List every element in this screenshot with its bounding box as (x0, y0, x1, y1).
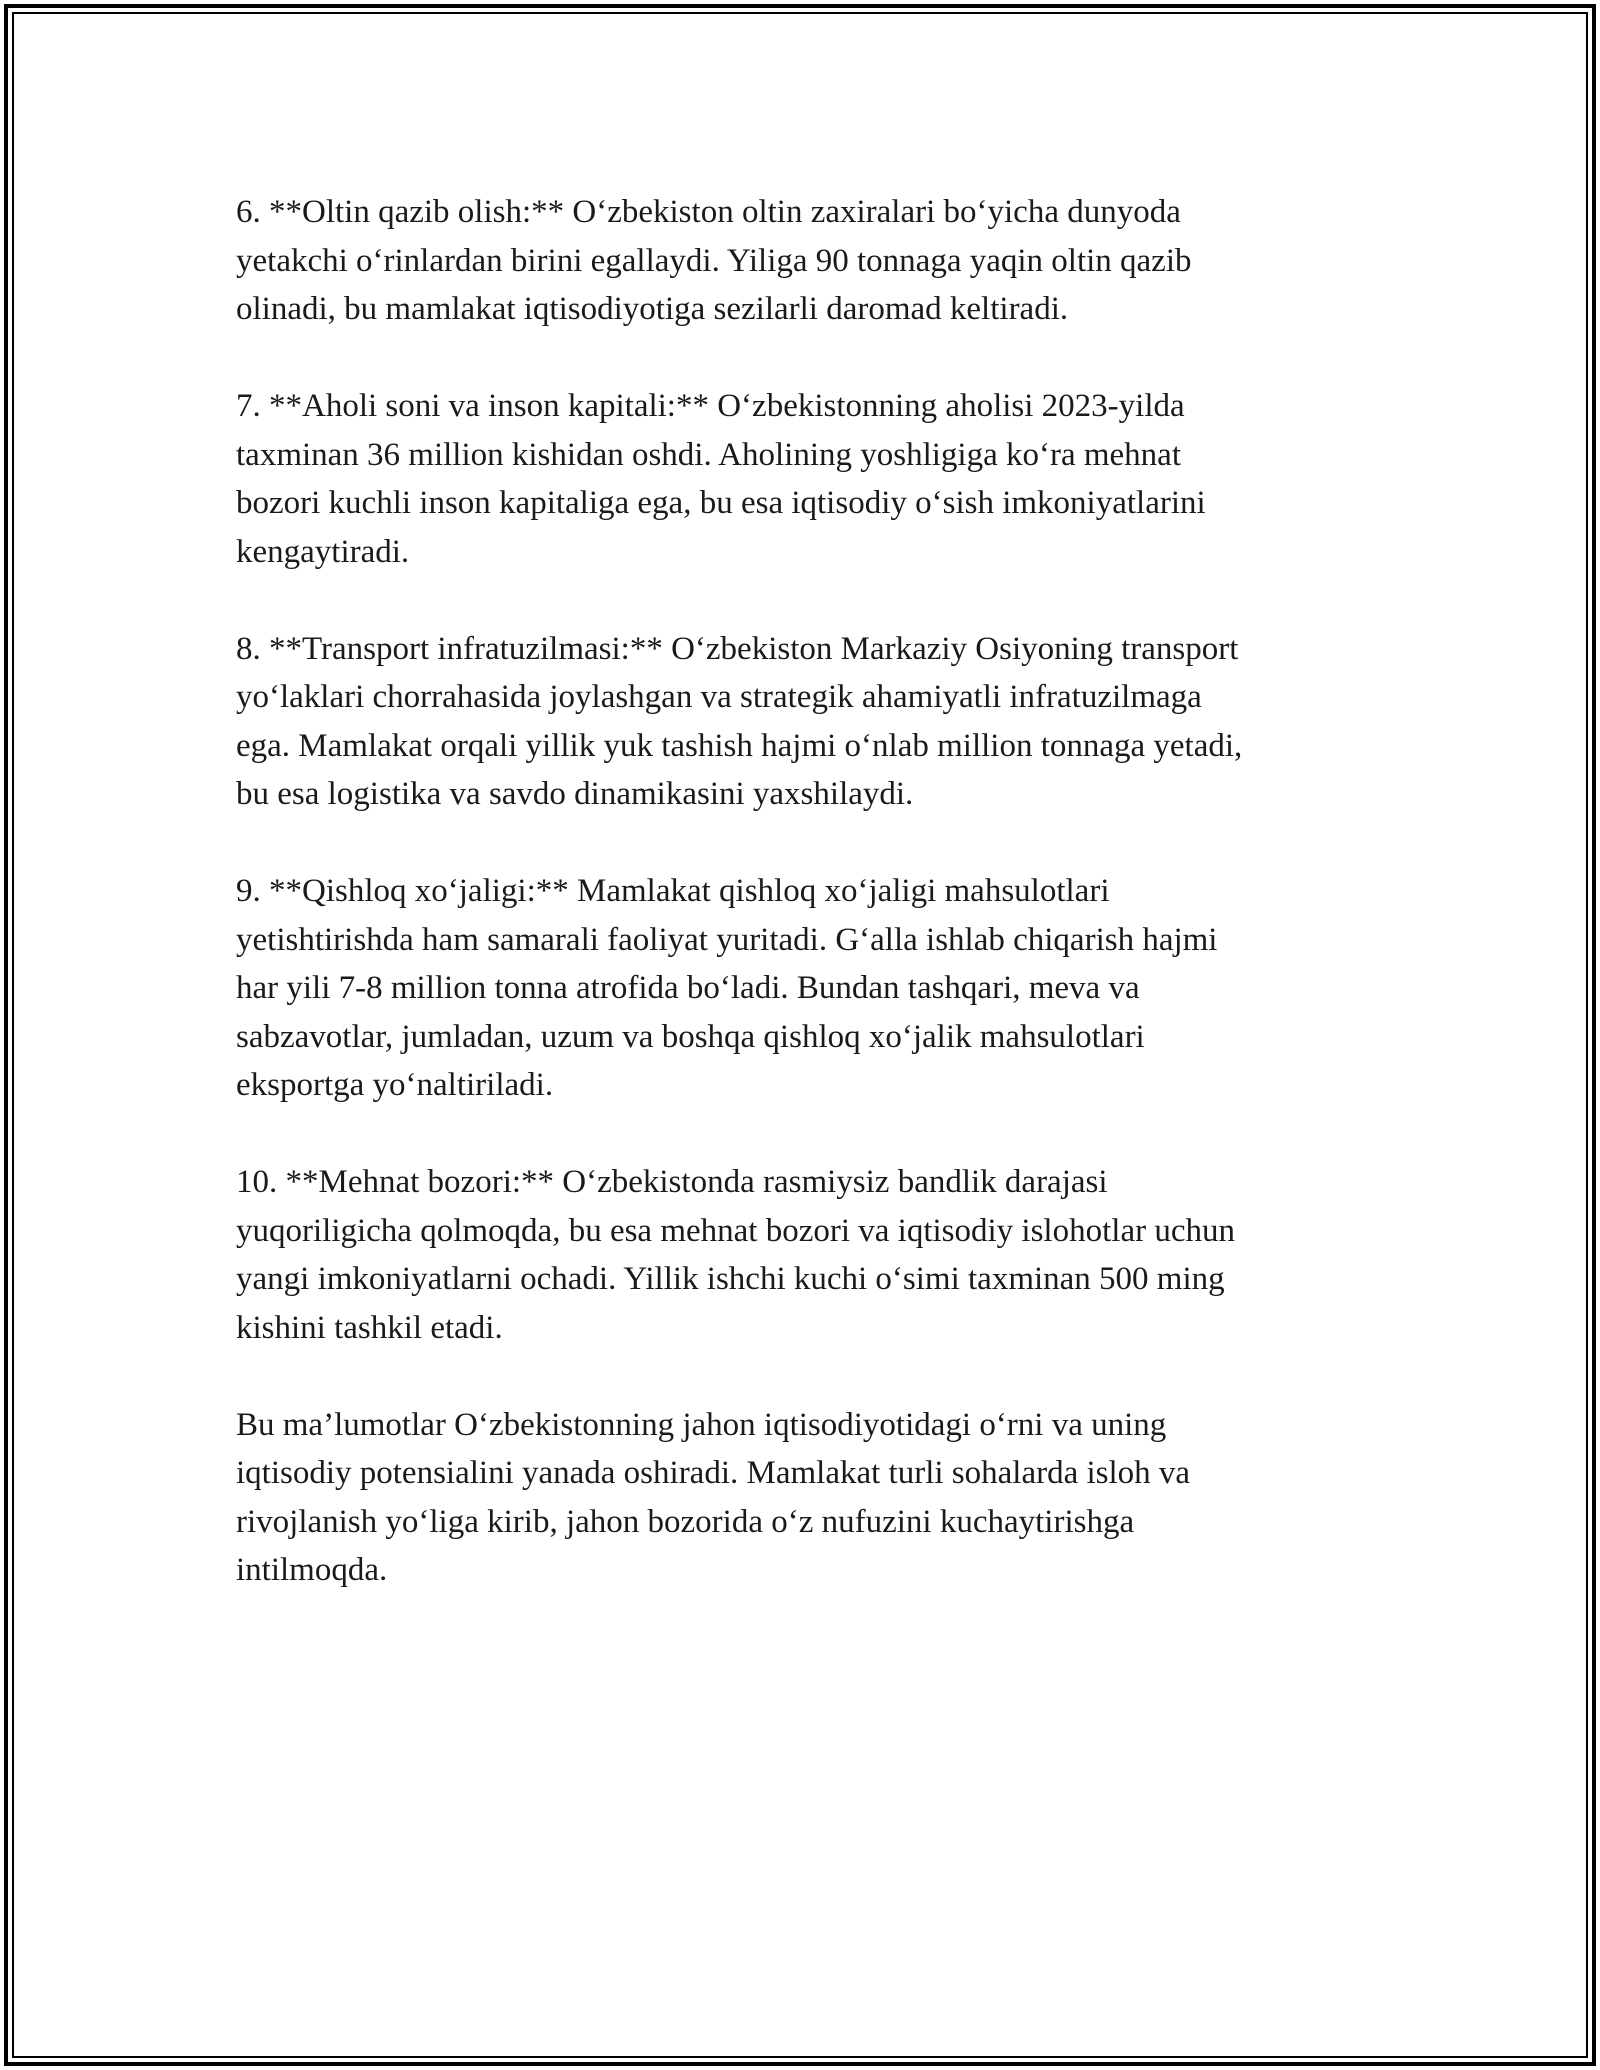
text-line: bu esa logistika va savdo dinamikasini yaxshilaydi. (236, 776, 914, 812)
text-line: olinadi, bu mamlakat iqtisodiyotiga sezilarli daromad keltiradi. (236, 291, 1069, 327)
text-line: yetishtirishda ham samarali faoliyat yuritadi. G‘alla ishlab chiqarish hajmi (236, 921, 1218, 958)
text-line: 10. **Mehnat bozori:** O‘zbekistonda rasmiysiz bandlik darajasi (236, 1164, 1108, 1200)
text-line: Bu ma’lumotlar O‘zbekistonning jahon iqtisodiyotidagi o‘rni va uning (236, 1406, 1167, 1443)
text-line: 8. **Transport infratuzilmasi:** O‘zbekiston Markaziy Osiyoning transport (236, 630, 1239, 667)
text-line: 9. **Qishloq xo‘jaligi:** Mamlakat qishloq xo‘jaligi mahsulotlari (236, 873, 1110, 909)
text-line: har yili 7-8 million tonna atrofida bo‘ladi. Bundan tashqari, meva va (236, 970, 1140, 1006)
text-line: 7. **Aholi soni va inson kapitali:** O‘zbekistonning aholisi 2023-yilda (236, 388, 1185, 424)
text-line: taxminan 36 million kishidan oshdi. Aholining yoshligiga ko‘ra mehnat (236, 436, 1181, 473)
text-line: iqtisodiy potensialini yanada oshiradi. Mamlakat turli sohalarda isloh va (236, 1455, 1191, 1491)
text-line: 6. **Oltin qazib olish:** O‘zbekiston oltin zaxiralari bo‘yicha dunyoda (236, 194, 1181, 230)
paragraph-item-8 (236, 625, 1366, 819)
paragraph-item-10 (236, 1158, 1366, 1352)
paragraph-item-9 (236, 867, 1366, 1110)
text-line: yetakchi o‘rinlardan birini egallaydi. Yiliga 90 tonnaga yaqin oltin qazib (236, 242, 1192, 279)
text-line: kishini tashkil etadi. (236, 1309, 503, 1346)
text-line: yuqoriligicha qolmoqda, bu esa mehnat bozori va iqtisodiy islohotlar uchun (236, 1212, 1235, 1249)
text-line: eksportga yo‘naltiriladi. (236, 1067, 554, 1103)
text-line: yo‘laklari chorrahasida joylashgan va strategik ahamiyatli infratuzilmaga (236, 679, 1202, 715)
paragraph-item-7 (236, 382, 1366, 576)
text-line: sabzavotlar, jumladan, uzum va boshqa qishloq xo‘jalik mahsulotlari (236, 1018, 1145, 1055)
text-line: bozori kuchli inson kapitaliga ega, bu esa iqtisodiy o‘sish imkoniyatlarini (236, 485, 1206, 521)
paragraph-conclusion (236, 1401, 1366, 1595)
text-line: intilmoqda. (236, 1552, 388, 1588)
paragraph-item-6 (236, 188, 1366, 334)
document-body (236, 188, 1366, 1643)
text-line: rivojlanish yo‘liga kirib, jahon bozorida o‘z nufuzini kuchaytirishga (236, 1503, 1135, 1540)
text-line: yangi imkoniyatlarni ochadi. Yillik ishchi kuchi o‘simi taxminan 500 ming (236, 1261, 1225, 1297)
text-line: ega. Mamlakat orqali yillik yuk tashish hajmi o‘nlab million tonnaga yetadi, (236, 727, 1243, 764)
text-line: kengaytiradi. (236, 533, 410, 570)
